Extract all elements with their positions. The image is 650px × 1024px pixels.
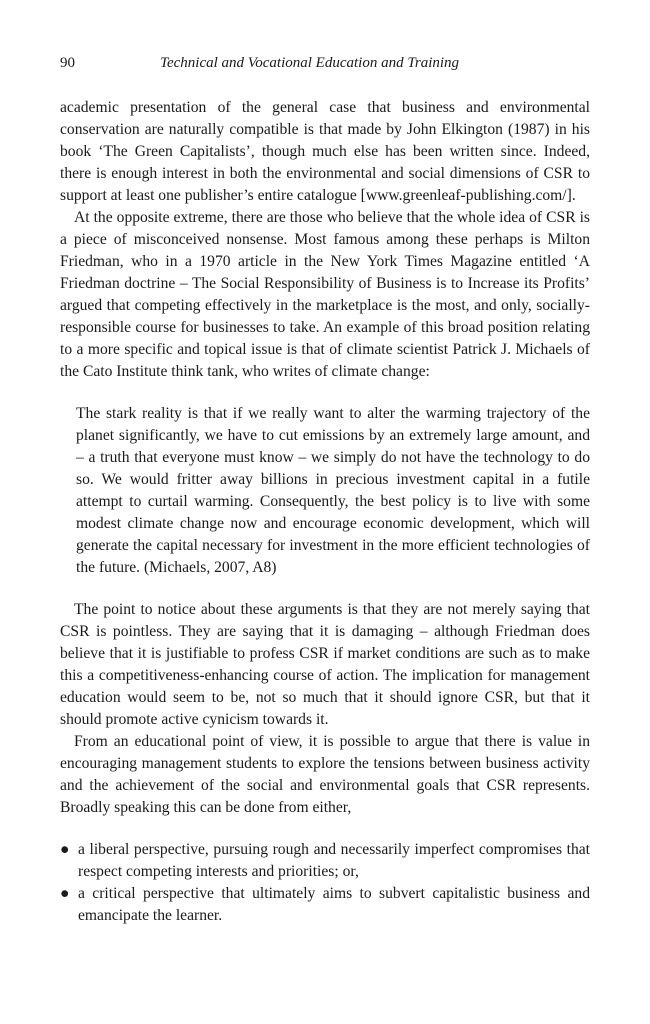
- bullet-item-liberal: [60, 839, 590, 883]
- bullet-list: [60, 839, 590, 927]
- block-quote: [76, 403, 590, 579]
- bullet-text: a liberal perspective, pursuing rough and necessarily imperfect compromises that respect competing interests and priorities; or,: [78, 841, 590, 880]
- paragraph-3: The point to notice about these arguments is that they are not merely saying that CSR is pointless. They are saying that it is damaging – although Friedman does believe that it is justifiable to profess CSR if market conditions are such as to make this a competitiveness-enhancing course of action. The implication for management education would seem to be, not so much that it should ignore CSR, but that it should promote active cynicism towards it.: [60, 601, 590, 728]
- quote-text: The stark reality is that if we really want to alter the warming trajectory of the planet significantly, we have to cut emissions by an extremely large amount, and – a truth that everyone must know – we simply do not have the technology to do so. We would fritter away billions in precious investment capital in a futile attempt to curtail warming. Consequently, the best policy is to live with some modest climate change now and encourage economic development, which will generate the capital necessary for investment in the more efficient technologies of the future. (Michaels, 2007, A8): [76, 405, 590, 576]
- running-title: Technical and Vocational Education and Training: [160, 55, 460, 71]
- page-number: 90: [60, 55, 75, 71]
- paragraph-2: At the opposite extreme, there are those who believe that the whole idea of CSR is a piece of misconceived nonsense. Most famous among these perhaps is Milton Friedman, who in a 1970 article in the New York Times Magazine entitled ‘A Friedman doctrine – The Social Responsibility of Business is to Increase its Profits’ argued that competing effectively in the marketplace is the most, and only, socially-responsible course for businesses to take. An example of this broad position relating to a more specific and topical issue is that of climate scientist Patrick J. Michaels of the Cato Institute think tank, who writes of climate change:: [60, 209, 590, 380]
- book-page: [60, 55, 590, 927]
- body-text: [60, 97, 590, 927]
- bullet-text: a critical perspective that ultimately aims to subvert capitalistic business and emancipate the learner.: [78, 885, 590, 924]
- bullet-icon: ●: [60, 885, 70, 902]
- bullet-item-critical: [60, 883, 590, 927]
- paragraph-1: academic presentation of the general case that business and environmental conservation are naturally compatible is that made by John Elkington (1987) in his book ‘The Green Capitalists’, though much else has been written since. Indeed, there is enough interest in both the environmental and social dimensions of CSR to support at least one publisher’s entire catalogue [www.greenleaf-publishing.com/].: [60, 99, 590, 204]
- paragraph-4: From an educational point of view, it is possible to argue that there is value in encouraging management students to explore the tensions between business activity and the achievement of the social and environmental goals that CSR represents. Broadly speaking this can be done from either,: [60, 733, 590, 816]
- running-head: [60, 55, 590, 77]
- bullet-icon: ●: [60, 841, 70, 858]
